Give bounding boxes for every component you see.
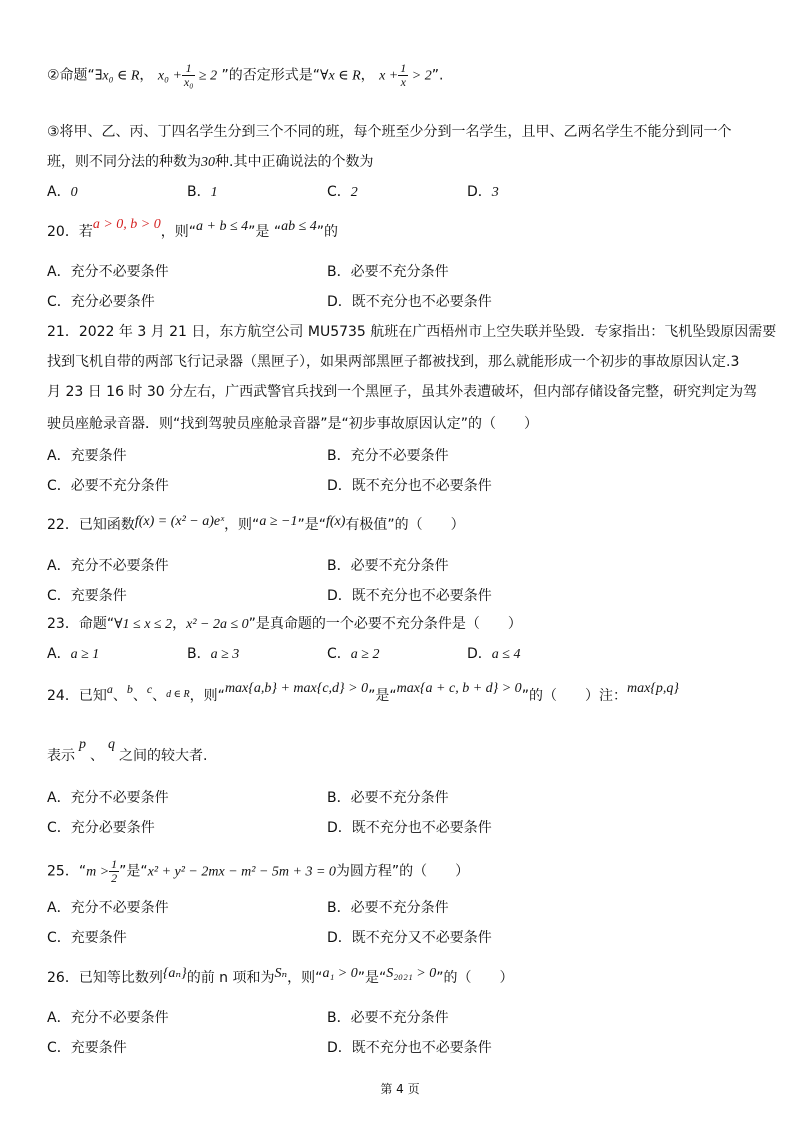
q21-stem-1: 21．2022 年 3 月 21 日，东方航空公司 MU5735 航班在广西梧州市上空失联并坠毁．专家指出：飞机坠毁原因需要 bbox=[47, 324, 777, 340]
fraction: $\frac{1}{\text{x₀}}$ bbox=[183, 61, 194, 89]
q19-option-b: B．1 bbox=[187, 184, 218, 200]
q21-option-b: B．充分不必要条件 bbox=[327, 448, 449, 464]
q26-option-b: B．必要不充分条件 bbox=[327, 1010, 449, 1026]
q24-option-d: D．既不充分也不必要条件 bbox=[327, 820, 492, 836]
q23-stem: 23．命题“∀1 ≤ x ≤ 2，x² − 2a ≤ 0”是真命题的一个必要不充分条件是（ ） bbox=[47, 616, 522, 632]
q22-option-d: D．既不充分也不必要条件 bbox=[327, 588, 492, 604]
q26-stem: 26．已知等比数列{aₙ}的前 n 项和为Sₙ，则“a₁ > 0”是“S₂₀₂₁ > 0”的（ ） bbox=[47, 966, 514, 986]
q24-option-b: B．必要不充分条件 bbox=[327, 790, 449, 806]
q23-option-a: A．a ≥ 1 bbox=[47, 646, 100, 662]
q21-stem-2: 找到飞机自带的两部飞行记录器（黑匣子），如果两部黑匣子都被找到，那么就能形成一个初步的事故原因认定.3 bbox=[47, 354, 740, 370]
q24-option-c: C．充分必要条件 bbox=[47, 820, 155, 836]
q19-statement-2: ②命题“∃x₀ ∈ R， x₀ + $\frac{1}{\text{x₀}}$ ≥ 2 ”的否定形式是“∀x ∈ R， x + $\frac{1}{x}$ > 2”. bbox=[47, 61, 444, 89]
q23-option-d: D．a ≤ 4 bbox=[467, 646, 521, 662]
q19-option-c: C．2 bbox=[327, 184, 358, 200]
q26-option-c: C．充要条件 bbox=[47, 1040, 127, 1056]
q19-option-a: A．0 bbox=[47, 184, 78, 200]
q20-stem: 20．若a > 0, b > 0，则“a + b ≤ 4”是 “ab ≤ 4”的 bbox=[47, 217, 339, 240]
page-number: 第 4 页 bbox=[380, 1082, 420, 1096]
q19-statement-3-cont: 班，则不同分法的种数为30种.其中正确说法的个数为 bbox=[47, 154, 374, 170]
q25-option-a: A．充分不必要条件 bbox=[47, 900, 169, 916]
q22-option-b: B．必要不充分条件 bbox=[327, 558, 449, 574]
q21-option-d: D．既不充分也不必要条件 bbox=[327, 478, 492, 494]
q20-option-b: B．必要不充分条件 bbox=[327, 264, 449, 280]
q21-option-a: A．充要条件 bbox=[47, 448, 127, 464]
q20-option-c: C．充分必要条件 bbox=[47, 294, 155, 310]
q22-option-a: A．充分不必要条件 bbox=[47, 558, 169, 574]
q20-option-d: D．既不充分也不必要条件 bbox=[327, 294, 492, 310]
q23-option-c: C．a ≥ 2 bbox=[327, 646, 380, 662]
q21-stem-3: 月 23 日 16 时 30 分左右，广西武警官兵找到一个黑匣子，虽其外表遭破坏，但内部存储设备完整，研究判定为驾 bbox=[47, 384, 758, 400]
fraction: $\frac{1}{x}$ bbox=[400, 61, 407, 89]
q24-stem: 24．已知a、b、c、$^{d \in R}$，则“max{a,b} + max{c,d} > 0”是“max{a + c, b + d} > 0”的（ ）注：max{p,q} bbox=[47, 681, 679, 704]
q19-option-d: D．3 bbox=[467, 184, 499, 200]
q19-statement-3: ③将甲、乙、丙、丁四名学生分到三个不同的班，每个班至少分到一名学生，且甲、乙两名学生不能分到同一个 bbox=[47, 124, 732, 140]
q24-option-a: A．充分不必要条件 bbox=[47, 790, 169, 806]
q23-option-b: B．a ≥ 3 bbox=[187, 646, 240, 662]
q22-stem: 22．已知函数f(x) = (x² − a)eˣ，则“a ≥ −1”是“f(x)有极值”的（ ） bbox=[47, 514, 465, 533]
q21-option-c: C．必要不充分条件 bbox=[47, 478, 169, 494]
q21-stem-4: 驶员座舱录音器．则“找到驾驶员座舱录音器”是“初步事故原因认定”的（ ） bbox=[47, 416, 539, 432]
q25-option-b: B．必要不充分条件 bbox=[327, 900, 449, 916]
q25-option-d: D．既不充分又不必要条件 bbox=[327, 930, 492, 946]
q25-option-c: C．充要条件 bbox=[47, 930, 127, 946]
q25-stem: 25．“m > $\frac{1}{2}$ ”是“x² + y² − 2mx − m² − 5m + 3 = 0为圆方程”的（ ） bbox=[47, 857, 470, 885]
fraction: $\frac{1}{2}$ bbox=[111, 857, 118, 885]
q22-option-c: C．充要条件 bbox=[47, 588, 127, 604]
q26-option-a: A．充分不必要条件 bbox=[47, 1010, 169, 1026]
q24-note: 表示p、q之间的较大者. bbox=[47, 737, 208, 764]
q26-option-d: D．既不充分也不必要条件 bbox=[327, 1040, 492, 1056]
q20-option-a: A．充分不必要条件 bbox=[47, 264, 169, 280]
